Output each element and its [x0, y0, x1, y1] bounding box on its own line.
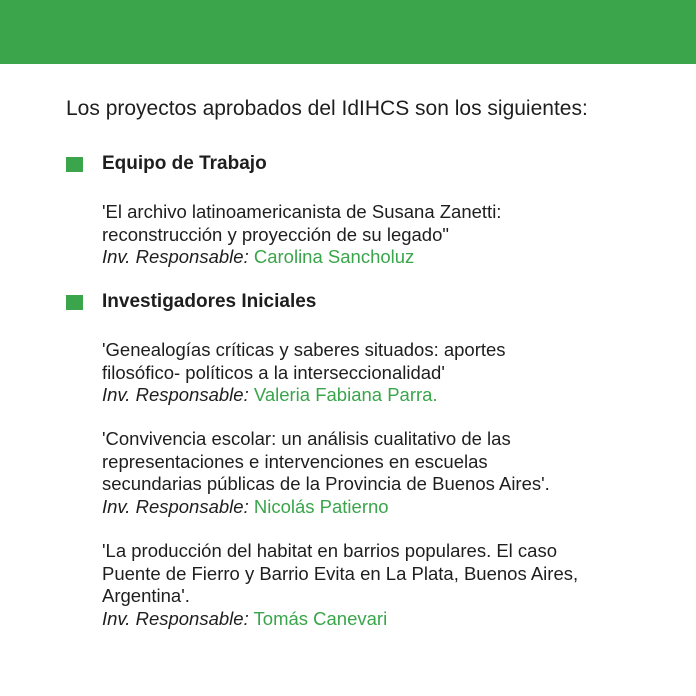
section-title: Investigadores Iniciales [102, 291, 317, 312]
section-investigadores-iniciales [66, 288, 686, 629]
project-title-line: reconstrucción y proyección de su legado" [102, 223, 449, 245]
project-title-line: filosófico- políticos a la interseccionalidad' [102, 361, 445, 383]
section-title: Equipo de Trabajo [102, 153, 267, 174]
project-item [102, 428, 682, 518]
responsible-name: Carolina Sancholuz [253, 246, 415, 267]
section-heading [66, 288, 686, 316]
section-heading [66, 150, 686, 178]
project-title [102, 201, 682, 246]
responsible-label: Inv. Responsable: [102, 495, 249, 517]
project-item [102, 201, 682, 269]
project-title [102, 540, 682, 608]
square-bullet-icon [66, 157, 83, 172]
responsible-label: Inv. Responsable: [102, 607, 249, 629]
project-responsible [102, 384, 682, 407]
project-title-line: 'La producción del habitat en barrios populares. El caso [102, 540, 558, 561]
project-responsible [102, 496, 682, 519]
project-title-line: 'El archivo latinoamericanista de Susana Zanetti: [102, 201, 502, 222]
header-bar [0, 0, 696, 64]
project-item [102, 540, 682, 630]
project-title-line: representaciones e intervenciones en escuelas [102, 450, 488, 472]
responsible-name: Tomás Canevari [253, 607, 388, 629]
project-title-line: Puente de Fierro y Barrio Evita en La Plata, Buenos Aires, [102, 562, 579, 584]
intro-text: Los proyectos aprobados del IdIHCS son los siguientes: [66, 97, 588, 120]
responsible-label: Inv. Responsable: [102, 384, 249, 405]
responsible-name: Nicolás Patierno [253, 495, 389, 517]
project-title-line: Argentina'. [102, 585, 190, 606]
project-title-line: 'Genealogías críticas y saberes situados: aportes [102, 339, 506, 360]
square-bullet-icon [66, 295, 83, 310]
project-title [102, 339, 682, 384]
project-responsible [102, 608, 682, 631]
project-item [102, 339, 682, 407]
responsible-name: Valeria Fabiana Parra. [253, 384, 438, 405]
project-responsible [102, 246, 682, 269]
project-title [102, 428, 682, 496]
responsible-label: Inv. Responsable: [102, 246, 249, 267]
project-title-line: 'Convivencia escolar: un análisis cualitativo de las [102, 428, 511, 449]
section-equipo-de-trabajo [66, 150, 686, 267]
project-title-line: secundarias públicas de la Provincia de Buenos Aires'. [102, 473, 550, 494]
